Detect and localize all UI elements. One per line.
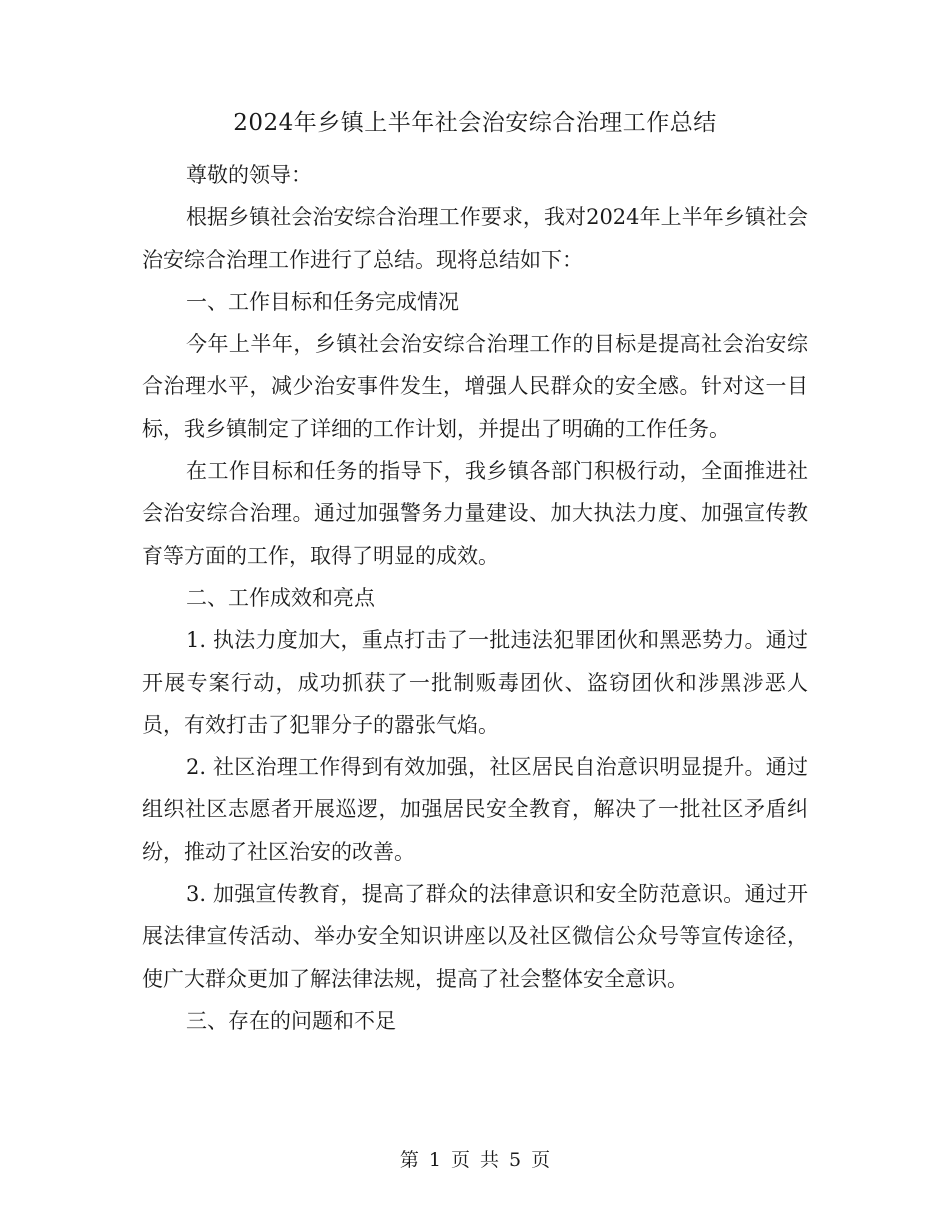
salutation: 尊敬的领导： [186, 163, 312, 187]
body-paragraph: 在工作目标和任务的指导下，我乡镇各部门积极行动，全面推进社会治安综合治理。通过加强警务力量建设、加大执法力度、加强宣传教育等方面的工作，取得了明显的成效。 [142, 459, 808, 568]
section-heading-2: 二、工作成效和亮点 [186, 585, 375, 610]
document-body [142, 154, 808, 1042]
list-item: 2. 社区治理工作得到有效加强，社区居民自治意识明显提升。通过组织社区志愿者开展巡逻，加强居民安全教育，解决了一批社区矛盾纠纷，推动了社区治安的改善。 [142, 755, 808, 864]
list-item: 3. 加强宣传教育，提高了群众的法律意识和安全防范意识。通过开展法律宣传活动、举办安全知识讲座以及社区微信公众号等宣传途径，使广大群众更加了解法律法规，提高了社会整体安全意识。 [142, 882, 808, 991]
document-title: 2024年乡镇上半年社会治安综合治理工作总结 [233, 110, 717, 136]
section-heading-3: 三、存在的问题和不足 [186, 1008, 396, 1033]
intro-paragraph: 根据乡镇社会治安综合治理工作要求，我对2024年上半年乡镇社会治安综合治理工作进行了总结。现将总结如下： [142, 205, 808, 272]
list-item: 1. 执法力度加大，重点打击了一批违法犯罪团伙和黑恶势力。通过开展专案行动，成功抓获了一批制贩毒团伙、盗窃团伙和涉黑涉恶人员，有效打击了犯罪分子的嚣张气焰。 [142, 628, 808, 737]
page-footer: 第 1 页 共 5 页 [399, 1149, 551, 1171]
section-heading-1: 一、工作目标和任务完成情况 [186, 289, 459, 314]
body-paragraph: 今年上半年，乡镇社会治安综合治理工作的目标是提高社会治安综合治理水平，减少治安事件发生，增强人民群众的安全感。针对这一目标，我乡镇制定了详细的工作计划，并提出了明确的工作任务。 [142, 332, 808, 441]
